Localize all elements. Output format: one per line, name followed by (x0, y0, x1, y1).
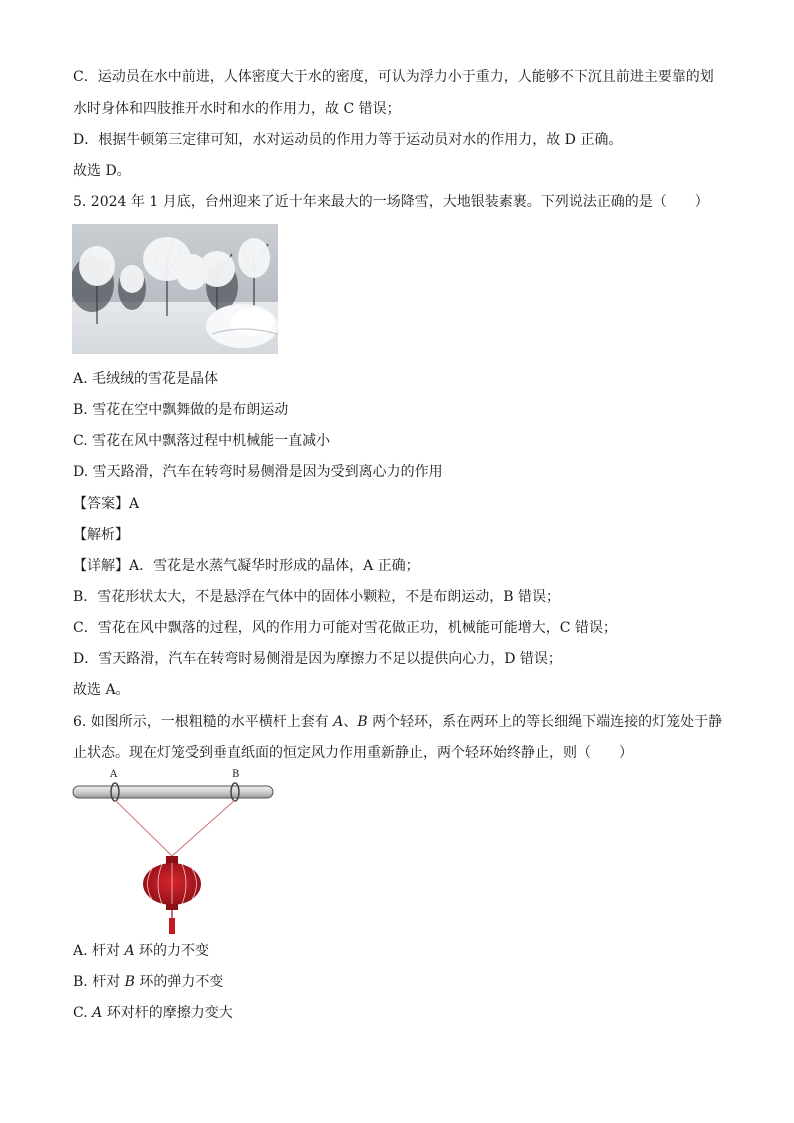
q5-stem: 5. 2024 年 1 月底，台州迎来了近十年来最大的一场降雪，大地银装素裹。下列说法正确的是（ ） (73, 194, 709, 210)
answer-label: 【答案】 (73, 496, 129, 512)
q5-conclusion: 故选 A。 (73, 682, 130, 698)
q6-option-c (73, 1004, 233, 1022)
q5-option-b: B. 雪花在空中飘舞做的是布朗运动 (73, 402, 289, 418)
q6-option-a-ring: A (124, 943, 135, 959)
q5-option-a: A. 毛绒绒的雪花是晶体 (73, 371, 219, 387)
snow-scene-photo (72, 224, 278, 354)
figure-label-b: B (232, 769, 240, 780)
q6-option-b-ring: B (124, 974, 135, 990)
q6-ring-b: B (357, 714, 368, 730)
answer-value: A (129, 496, 140, 512)
q6-option-c-post: 环对杆的摩擦力变大 (102, 1005, 233, 1021)
q6-option-a-post: 环的力不变 (134, 943, 210, 959)
q6-stem-part1: 6. 如图所示，一根粗糙的水平横杆上套有 (73, 714, 334, 730)
q5-option-d: D. 雪天路滑，汽车在转弯时易侧滑是因为受到离心力的作用 (73, 464, 443, 480)
q4-option-c-line2: 水时身体和四肢推开水时和水的作用力，故 C 错误； (73, 101, 401, 117)
string-a (115, 800, 172, 856)
q6-stem-line1 (73, 713, 722, 731)
q5-detail-b: B．雪花形状太大，不是悬浮在气体中的固体小颗粒，不是布朗运动，B 错误； (73, 589, 561, 605)
q6-sep: 、 (343, 714, 358, 730)
q6-option-b-pre: B. 杆对 (73, 974, 125, 990)
q4-option-d: D．根据牛顿第三定律可知，水对运动员的作用力等于运动员对水的作用力，故 D 正确。 (73, 132, 623, 148)
figure-label-a: A (110, 769, 118, 780)
detail-label: 【详解】 (73, 558, 129, 574)
q5-detail-c: C．雪花在风中飘落的过程，风的作用力可能对雪花做正功，机械能可能增大，C 错误； (73, 620, 617, 636)
string-b (172, 800, 235, 856)
q6-ring-a: A (333, 714, 344, 730)
q5-answer (73, 495, 139, 513)
q6-option-b (73, 973, 223, 991)
lantern-figure (70, 766, 280, 936)
q6-stem-part2: 两个轻环，系在两环上的等长细绳下端连接的灯笼处于静 (367, 714, 723, 730)
q4-option-c-line1: C．运动员在水中前进，人体密度大于水的密度，可认为浮力小于重力，人能够不下沉且前进主要靠的划 (73, 69, 714, 85)
q5-detail-d: D．雪天路滑，汽车在转弯时易侧滑是因为摩擦力不足以提供向心力，D 错误； (73, 651, 562, 667)
q6-option-a-pre: A. 杆对 (73, 943, 125, 959)
q6-stem-line2: 止状态。现在灯笼受到垂直纸面的恒定风力作用重新静止，两个轻环始终静止，则（ ） (73, 745, 633, 761)
q5-analysis-label: 【解析】 (73, 527, 129, 543)
lantern-tassel (169, 918, 175, 934)
horizontal-rod (73, 786, 273, 798)
q6-option-c-ring: A (92, 1005, 103, 1021)
q6-option-c-pre: C. (73, 1005, 93, 1021)
detail-a-text: A．雪花是水蒸气凝华时形成的晶体，A 正确； (129, 558, 420, 574)
q6-option-b-post: 环的弹力不变 (134, 974, 224, 990)
q5-option-c: C. 雪花在风中飘落过程中机械能一直减小 (73, 433, 331, 449)
q5-detail-a (73, 557, 420, 575)
q4-conclusion: 故选 D。 (73, 163, 131, 179)
q6-option-a (73, 942, 209, 960)
